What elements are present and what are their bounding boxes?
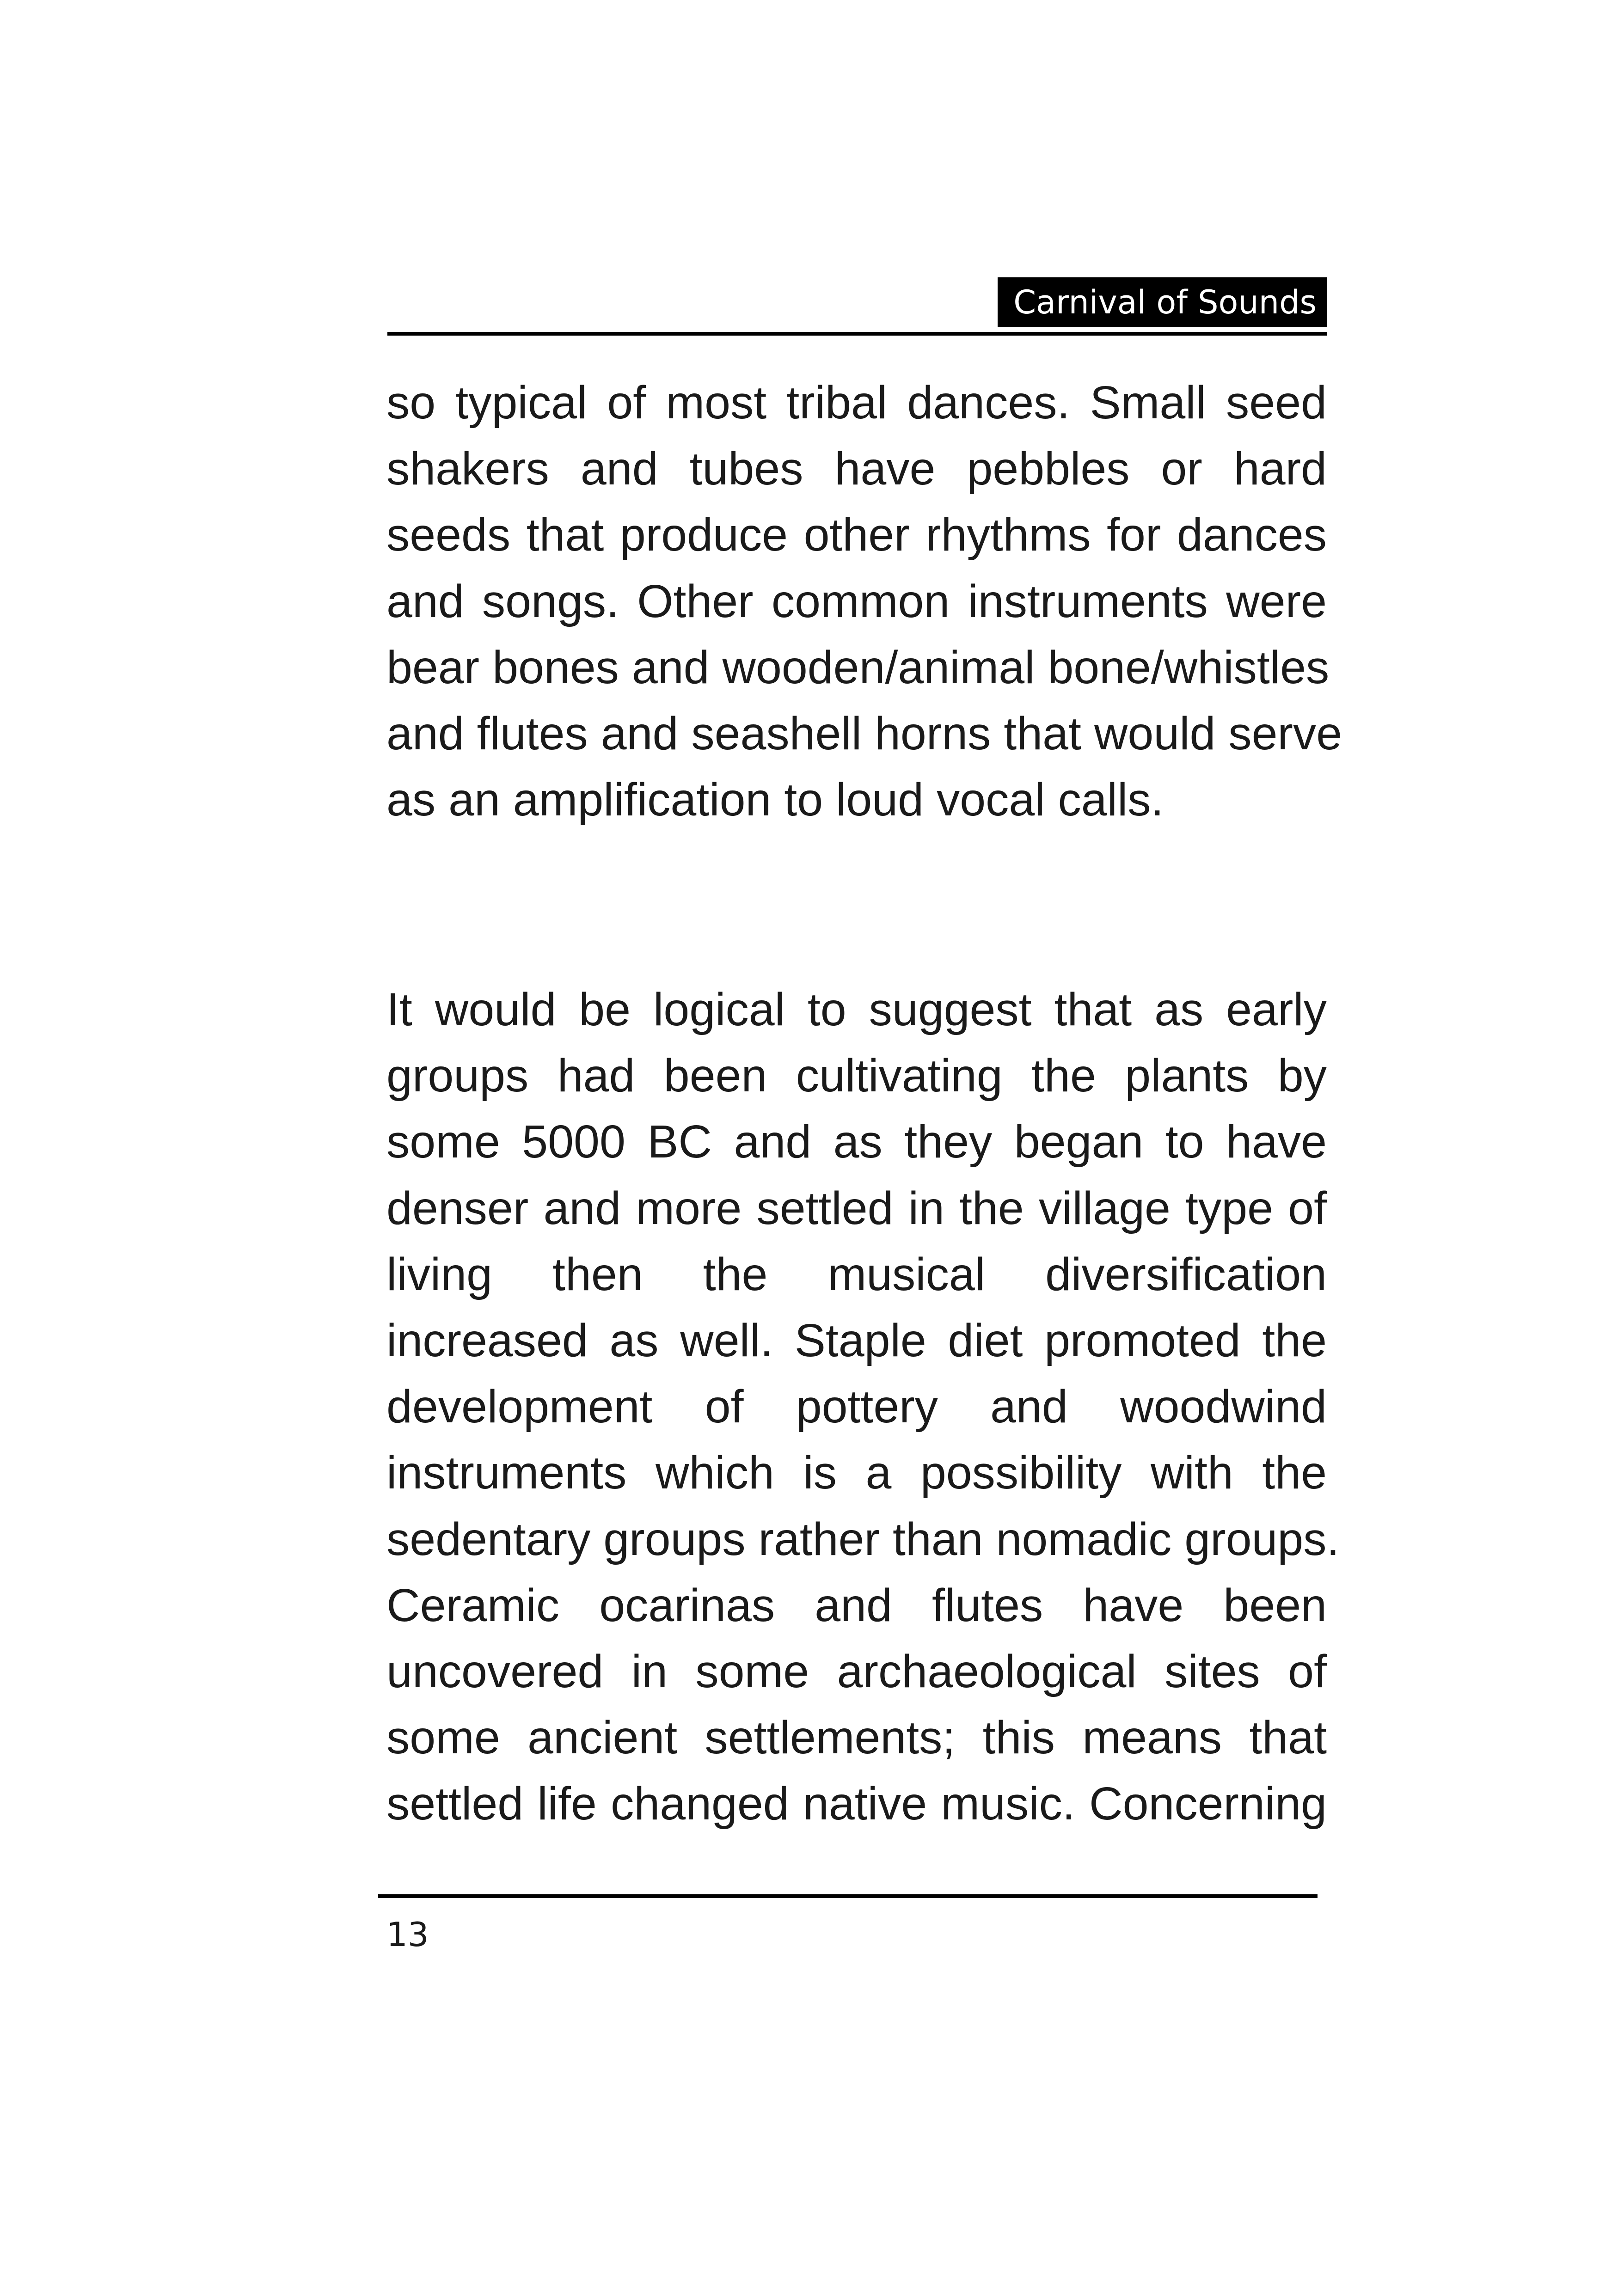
text-line: increased as well. Staple diet promoted the [386,1314,1327,1366]
text-line: so typical of most tribal dances. Small seed [386,377,1327,429]
text-line: some ancient settlements; this means that [386,1712,1327,1764]
running-head-title: Carnival of Sounds [998,277,1327,327]
text-line: and flutes and seashell horns that would serve [386,707,1342,759]
text-line: seeds that produce other rhythms for dances [386,509,1327,561]
text-line: shakers and tubes have pebbles or hard [386,443,1327,495]
text-line: Ceramic ocarinas and flutes have been [386,1579,1327,1631]
text-line: groups had been cultivating the plants by [386,1050,1327,1102]
paragraph-1 [386,370,1342,833]
paragraph-2 [386,977,1340,1837]
text-line: It would be logical to suggest that as early [386,984,1327,1035]
text-line: sedentary groups rather than nomadic groups. [386,1513,1340,1565]
text-line: development of pottery and woodwind [386,1381,1327,1433]
footer-rule [378,1894,1318,1898]
page-number: 13 [386,1915,429,1954]
text-line: instruments which is a possibility with the [386,1447,1327,1499]
text-line: uncovered in some archaeological sites of [386,1645,1327,1697]
header-rule [387,332,1327,336]
text-line: living then the musical diversification [386,1248,1327,1300]
text-line: bear bones and wooden/animal bone/whistles [386,641,1330,693]
text-line: denser and more settled in the village type of [386,1182,1327,1234]
text-line: settled life changed native music. Concerning [386,1778,1327,1830]
text-line: as an amplification to loud vocal calls. [386,774,1164,826]
text-line: and songs. Other common instruments were [386,575,1327,627]
text-line: some 5000 BC and as they began to have [386,1116,1327,1168]
